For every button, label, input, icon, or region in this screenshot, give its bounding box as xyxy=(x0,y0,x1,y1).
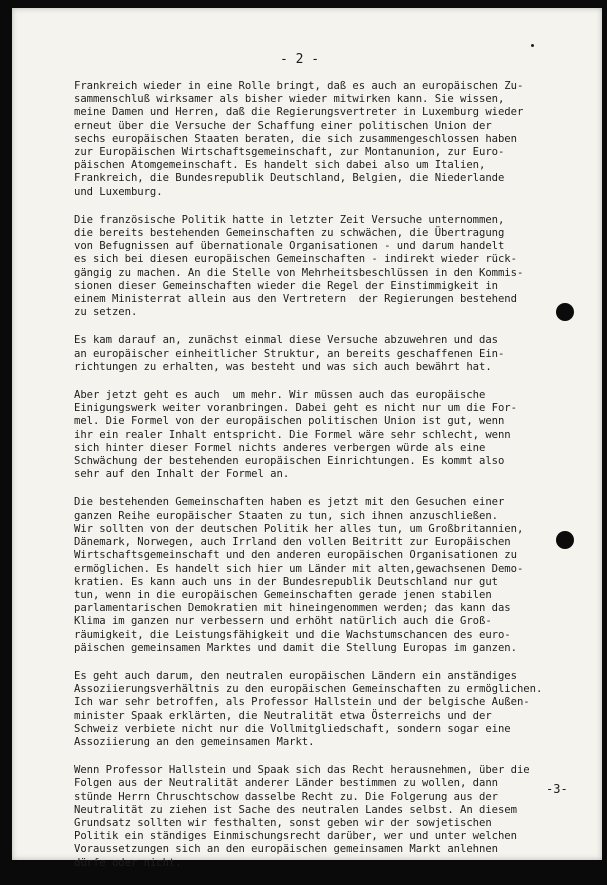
text-line: sionen dieser Gemeinschaften wieder die Regel der Einstimmigkeit in xyxy=(74,279,498,292)
text-line: päischen Atomgemeinschaft. Es handelt sich dabei also um Italien, xyxy=(74,159,486,172)
text-line: Dänemark, Norwegen, auch Irrland den vollen Beitritt zur Europäischen xyxy=(74,536,511,549)
text-line: Schweiz verbiete nicht nur die Vollmitgliedschaft, sondern sogar eine xyxy=(74,722,511,735)
punch-hole-upper xyxy=(556,303,574,321)
text-line: Die französische Politik hatte in letzter Zeit Versuche unternommen, xyxy=(74,213,505,226)
text-line: Frankreich wieder in eine Rolle bringt, daß es auch an europäischen Zu- xyxy=(74,80,524,92)
text-line: Assoziierungsverhältnis zu den europäischen Gemeinschaften zu ermöglichen. xyxy=(74,683,543,696)
text-line: erneut über die Versuche der Schaffung einer politischen Union der xyxy=(74,119,492,132)
paragraph xyxy=(74,80,588,199)
page-number: - 2 - xyxy=(280,52,320,67)
paragraph xyxy=(74,389,588,481)
text-line: und Luxemburg. xyxy=(74,185,163,198)
paragraph xyxy=(74,764,588,870)
text-line: es sich bei diesen europäischen Gemeinschaften - indirekt wieder rück- xyxy=(74,253,517,266)
text-line: ganzen Reihe europäischer Staaten zu tun, sich ihnen anzuschließen. xyxy=(74,509,498,522)
text-line: Voraussetzungen sich an den europäischen gemeinsamen Markt anlehnen xyxy=(74,843,498,856)
text-line: Neutralität zu ziehen ist Sache des neutralen Landes selbst. An diesem xyxy=(74,803,517,816)
text-line: richtungen zu erhalten, was besteht und was sich auch bewährt hat. xyxy=(74,360,492,373)
text-line: Frankreich, die Bundesrepublik Deutschland, Belgien, die Niederlande xyxy=(74,172,505,185)
text-line: gängig zu machen. An die Stelle von Mehrheitsbeschlüssen in den Kommis- xyxy=(74,266,524,279)
next-page-reference: -3- xyxy=(546,782,568,796)
stray-ink-mark xyxy=(531,44,534,47)
text-line: Wenn Professor Hallstein und Spaak sich das Recht herausnehmen, über die xyxy=(74,764,530,777)
text-line: Wir sollten von der deutschen Politik her alles tun, um Großbritannien, xyxy=(74,522,524,535)
paragraph xyxy=(74,670,588,749)
punch-hole-lower xyxy=(556,531,574,549)
text-line: mel. Die Formel von der europäischen politischen Union ist gut, wenn xyxy=(74,415,505,428)
text-line: Wirtschaftsgemeinschaft und den anderen europäischen Organisationen zu xyxy=(74,549,517,562)
body-text xyxy=(74,80,588,885)
text-line: Assoziierung an den gemeinsamen Markt. xyxy=(74,735,315,748)
document-page xyxy=(12,8,602,869)
text-line: Aber jetzt geht es auch um mehr. Wir müssen auch das europäische xyxy=(74,389,486,402)
text-line: stünde Herrn Chruschtschow dasselbe Recht zu. Die Folgerung aus der xyxy=(74,790,498,803)
text-line: dürfe oder nicht. xyxy=(74,856,182,869)
text-line: kratien. Es kann auch uns in der Bundesrepublik Deutschland nur gut xyxy=(74,575,498,588)
text-line: an europäischer einheitlicher Struktur, an bereits geschaffenen Ein- xyxy=(74,347,505,360)
text-line: sechs europäischen Staaten beraten, die sich zusammengeschlossen haben xyxy=(74,132,517,145)
paragraph xyxy=(74,334,588,374)
text-line: päischen gemeinsamen Marktes und damit die Stellung Europas im ganzen. xyxy=(74,641,517,654)
text-line: Ich war sehr betroffen, als Professor Hallstein und der belgische Außen- xyxy=(74,696,530,709)
text-line: tun, wenn in die europäischen Gemeinschaften gerade jenen stabilen xyxy=(74,588,492,601)
text-line: meine Damen und Herren, daß die Regierungsvertreter in Luxemburg wieder xyxy=(74,106,524,119)
text-line: Klima im ganzen nur verbessern und erhöht natürlich auch die Groß- xyxy=(74,615,492,628)
text-line: sich hinter dieser Formel nichts anderes verbergen würde als eine xyxy=(74,441,486,454)
paragraph xyxy=(74,214,588,320)
text-line: minister Spaak erklärten, die Neutralität etwa Österreichs und der xyxy=(74,709,492,722)
text-line: einem Ministerrat allein aus den Vertretern der Regierungen bestehend xyxy=(74,293,517,306)
text-line: Es geht auch darum, den neutralen europäischen Ländern ein anständiges xyxy=(74,669,517,682)
text-line: Folgen aus der Neutralität anderer Länder bestimmen zu wollen, dann xyxy=(74,777,498,790)
text-line: Grundsatz sollten wir festhalten, sonst geben wir der sowjetischen xyxy=(74,816,492,829)
text-line: sehr auf den Inhalt der Formel an. xyxy=(74,468,290,481)
text-line: Einigungswerk weiter voranbringen. Dabei geht es nicht nur um die For- xyxy=(74,402,517,415)
text-line: Schwächung der bestehenden europäischen Einrichtungen. Es kommt also xyxy=(74,455,505,468)
text-line: Politik ein ständiges Einmischungsrecht darüber, wer und unter welchen xyxy=(74,830,517,843)
text-line: räumigkeit, die Leistungsfähigkeit und die Wachstumschancen des euro- xyxy=(74,628,511,641)
text-line: Es kam darauf an, zunächst einmal diese Versuche abzuwehren und das xyxy=(74,334,498,347)
text-line: die bereits bestehenden Gemeinschaften zu schwächen, die Übertragung xyxy=(74,227,505,240)
text-line: ihr ein realer Inhalt entspricht. Die Formel wäre sehr schlecht, wenn xyxy=(74,428,511,441)
text-line: Die bestehenden Gemeinschaften haben es jetzt mit den Gesuchen einer xyxy=(74,496,505,509)
text-line: ermöglichen. Es handelt sich hier um Länder mit alten,gewachsenen Demo- xyxy=(74,562,524,575)
text-line: parlamentarischen Demokratien mit hineingenommen werden; das kann das xyxy=(74,602,511,615)
text-line: von Befugnissen auf übernationale Organisationen - und darum handelt xyxy=(74,240,505,253)
paragraph xyxy=(74,496,588,654)
text-line: zur Europäischen Wirtschaftsgemeinschaft, zur Montanunion, zur Euro- xyxy=(74,146,505,159)
text-line: sammenschluß wirksamer als bisher wieder mitwirken kann. Sie wissen, xyxy=(74,93,505,106)
text-line: zu setzen. xyxy=(74,306,138,319)
